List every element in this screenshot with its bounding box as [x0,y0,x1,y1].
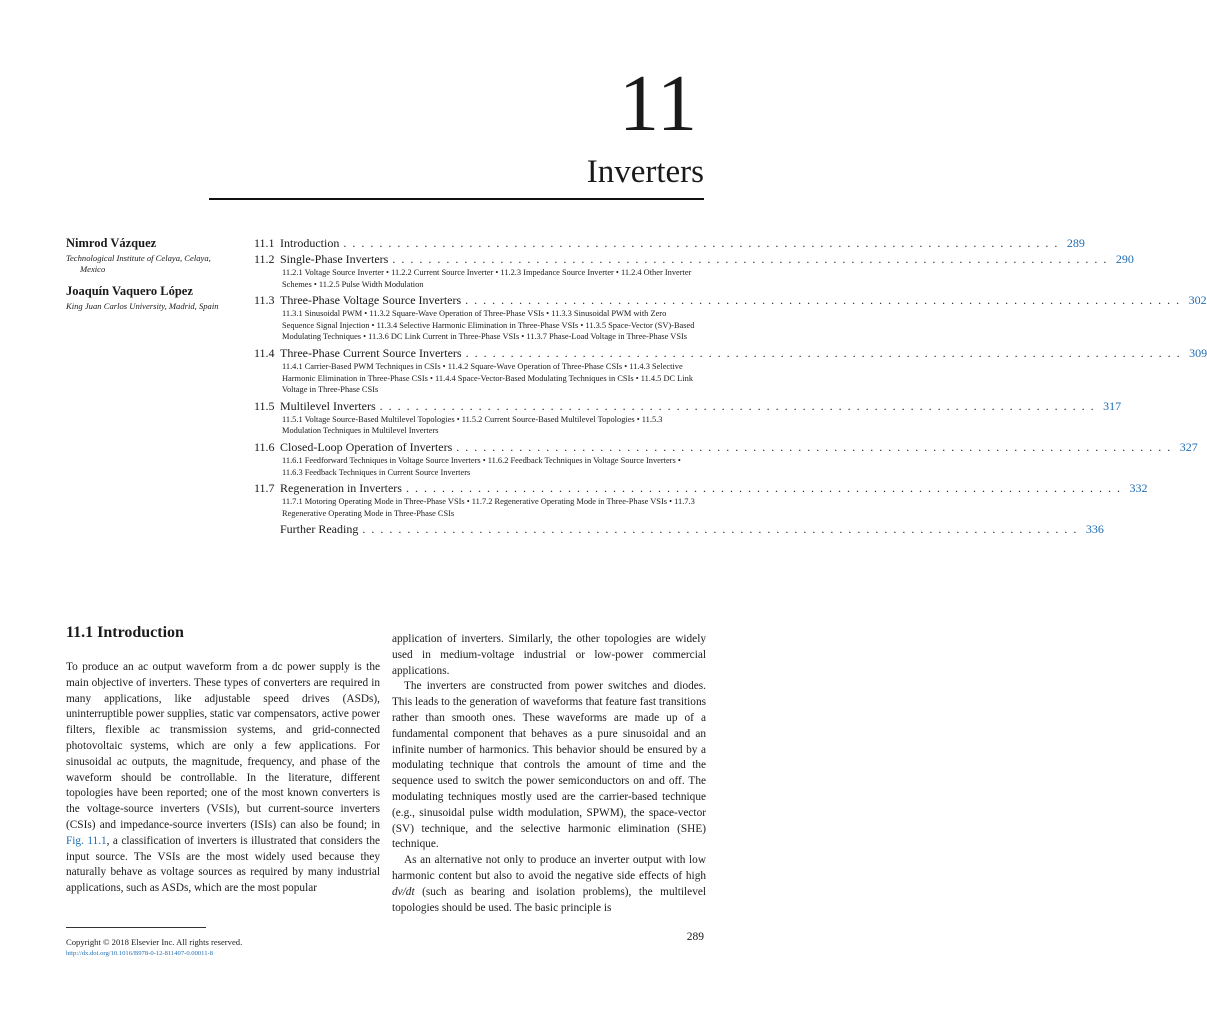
doi-link[interactable]: http://dx.doi.org/10.1016/B978-0-12-811407-0.00011-8 [66,950,214,957]
toc-leader-dots: . . . . . . . . . . . . . . . . . . . . . . . . . . . . . . . . . . . . . . . . . . . . . . . . . . . . . . . . . . . . . . . . . . . . . . . . . . . . . . . . [465,293,1181,308]
toc-entry[interactable] [254,235,1085,251]
authors-block [66,235,246,320]
toc-leader-dots: . . . . . . . . . . . . . . . . . . . . . . . . . . . . . . . . . . . . . . . . . . . . . . . . . . . . . . . . . . . . . . . . . . . . . . . . . . . . . . . . [362,522,1078,537]
toc-subsections: 11.2.1 Voltage Source Inverter • 11.2.2 Current Source Inverter • 11.2.3 Impedance Source Inverter • 11.2.4 Other Inverter Schemes • 11.2.5 Pulse Width Modulation [282,268,692,289]
paragraph [392,853,706,916]
paragraph-text: As an alternative not only to produce an inverter output with low harmonic content but also to avoid the negative side effects of high [392,854,706,882]
toc-section-number: 11.3 [254,293,275,308]
toc-leader-dots: . . . . . . . . . . . . . . . . . . . . . . . . . . . . . . . . . . . . . . . . . . . . . . . . . . . . . . . . . . . . . . . . . . . . . . . . . . . . . . . . [392,252,1108,266]
toc-section-number: 11.7 [254,481,275,496]
toc-section-number: 11.5 [254,398,275,413]
toc-subsections: 11.6.1 Feedforward Techniques in Voltage Source Inverters • 11.6.2 Feedback Techniques in Voltage Source Inverters • 11.6.3 Feedback Techniques in Current Source Inverters [282,455,681,477]
author-affiliation: Technological Institute of Celaya, Celaya, [66,253,211,263]
toc-page-link[interactable]: 290 [1115,252,1134,266]
author-affiliation: King Juan Carlos University, Madrid, Spain [66,301,219,311]
toc-subsections: 11.3.1 Sinusoidal PWM • 11.3.2 Square-Wave Operation of Three-Phase VSIs • 11.3.3 Sinusoidal PWM with Zero Sequence Signal Injection • 11.3.4 Selective Harmonic Elimination in Three-Phase VSIs • 11.3.5 Space-Vector (SV)-Based Modulating Techniques • 11.3.6 DC Link Current in Three-Phase VSIs • 11.3.7 Phase-Load Voltage in Three-Phase VSIs [282,309,695,342]
paragraph-text: , a classification of inverters is illustrated that considers the input source. The VSIs are the most widely used because they naturally behave as voltage sources as required by many industrial applications, such as ASDs, which are the most popular [66,834,380,895]
toc-section-title: Three-Phase Voltage Source Inverters [280,293,462,308]
paragraph-text: To produce an ac output waveform from a dc power supply is the main objective of inverters. These types of converters are required in many applications, like adjustable speed drives (ASDs), uninterruptible power supplies, static var compensators, active power filters, flexible ac transmission systems, and grid-connected photovoltaic systems, which are only a few applications. For sinusoidal ac outputs, the magnitude, frequency, and phase of the waveform should be controllable. In the literature, different topologies have been reported; one of the most known converters is the voltage-source inverters (VSIs), but current-source inverters (CSIs) and impedance-source inverters (ISIs) can also be found; in [66,661,380,831]
page-number: 289 [686,931,704,943]
toc-entry[interactable] [254,345,1207,361]
toc-page-link[interactable]: 336 [1085,522,1104,537]
toc-section-title: Regeneration in Inverters [280,481,402,496]
toc-section-number: 11.4 [254,345,275,360]
toc-entry[interactable] [254,398,1122,414]
text-column-right [392,632,706,916]
toc-section-number: 11.1 [254,236,275,250]
copyright-notice: Copyright © 2018 Elsevier Inc. All rights reserved. [66,937,243,947]
chapter-number: 11 [618,60,698,148]
toc-section-title: Single-Phase Inverters [280,252,389,266]
toc-page-link[interactable]: 309 [1189,345,1207,360]
toc-section-title: Multilevel Inverters [280,398,376,413]
paragraph-text: (such as bearing and isolation problems), the multilevel topologies should be used. The basic principle is [392,885,706,914]
section-heading: 11.1 Introduction [66,624,184,641]
toc-section-number: 11.2 [254,252,275,266]
chapter-title: Inverters [586,154,704,190]
paragraph: The inverters are constructed from power switches and diodes. This leads to the generation of waveforms that feature fast transitions rather than smooth ones. These waveforms are made up of a fundamental component that behaves as a pure sinusoidal and an infinite number of harmonics. This behavior should be ensured by a modulating technique that controls the amount of time and the sequence used to switch the power semiconductors on and off. The modulating techniques mostly used are the carrier-based technique (e.g., sinusoidal pulse width modulation, SPWM), the space-vector (SV) technique, and the selective harmonic elimination (SHE) technique. [392,680,706,851]
toc-leader-dots: . . . . . . . . . . . . . . . . . . . . . . . . . . . . . . . . . . . . . . . . . . . . . . . . . . . . . . . . . . . . . . . . . . . . . . . . . . . . . . . . [456,439,1172,454]
toc-entry[interactable] [254,521,1104,537]
paragraph: application of inverters. Similarly, the other topologies are widely used in medium-voltage industrial or low-power commercial applications. [392,633,706,677]
author-1 [66,235,246,275]
toc-entry[interactable] [254,292,1207,308]
author-affiliation: Mexico [80,264,106,274]
toc-leader-dots: . . . . . . . . . . . . . . . . . . . . . . . . . . . . . . . . . . . . . . . . . . . . . . . . . . . . . . . . . . . . . . . . . . . . . . . . . . . . . . . . [343,236,1059,250]
toc-section-title: Further Reading [280,522,359,537]
toc-section-title: Introduction [280,236,340,250]
math-term: dv/dt [392,885,415,898]
toc-section-title: Three-Phase Current Source Inverters [280,345,462,360]
toc-subsections: 11.7.1 Motoring Operating Mode in Three-Phase VSIs • 11.7.2 Regenerative Operating Mode in Three-Phase VSIs • 11.7.3 Regenerative Operating Mode in Three-Phase CSIs [282,497,695,518]
title-rule [209,198,704,200]
text-column-left [66,660,380,897]
toc-entry[interactable] [254,251,1134,267]
author-name: Nimrod Vázquez [66,236,157,250]
toc-entry[interactable] [254,439,1198,455]
toc-page-link[interactable]: 289 [1066,236,1085,250]
figure-link[interactable]: Fig. 11.1 [66,834,107,847]
footnote-rule [66,927,206,928]
toc-leader-dots: . . . . . . . . . . . . . . . . . . . . . . . . . . . . . . . . . . . . . . . . . . . . . . . . . . . . . . . . . . . . . . . . . . . . . . . . . . . . . . . . [379,398,1096,413]
toc-section-title: Closed-Loop Operation of Inverters [280,439,453,454]
toc-page-link[interactable]: 332 [1129,481,1148,496]
table-of-contents [254,235,1207,537]
author-name: Joaquín Vaquero López [66,284,193,298]
toc-section-number: 11.6 [254,439,275,454]
author-2 [66,283,246,312]
toc-entry[interactable] [254,480,1148,496]
toc-page-link[interactable]: 317 [1103,398,1122,413]
toc-leader-dots: . . . . . . . . . . . . . . . . . . . . . . . . . . . . . . . . . . . . . . . . . . . . . . . . . . . . . . . . . . . . . . . . . . . . . . . . . . . . . . . . [465,345,1182,360]
paragraph [66,660,380,897]
toc-page-link[interactable]: 327 [1179,439,1198,454]
toc-subsections: 11.5.1 Voltage Source-Based Multilevel Topologies • 11.5.2 Current Source-Based Multilevel Topologies • 11.5.3 Modulation Techniques in Multilevel Inverters [282,414,663,436]
toc-subsections: 11.4.1 Carrier-Based PWM Techniques in CSIs • 11.4.2 Square-Wave Operation of Three-Phase CSIs • 11.4.3 Selective Harmonic Elimination in Three-Phase CSIs • 11.4.4 Space-Vector-Based Modulating Techniques in CSIs • 11.4.5 DC Link Voltage in Three-Phase CSIs [282,361,694,395]
toc-leader-dots: . . . . . . . . . . . . . . . . . . . . . . . . . . . . . . . . . . . . . . . . . . . . . . . . . . . . . . . . . . . . . . . . . . . . . . . . . . . . . . . . [405,481,1122,496]
toc-page-link[interactable]: 302 [1188,293,1207,308]
